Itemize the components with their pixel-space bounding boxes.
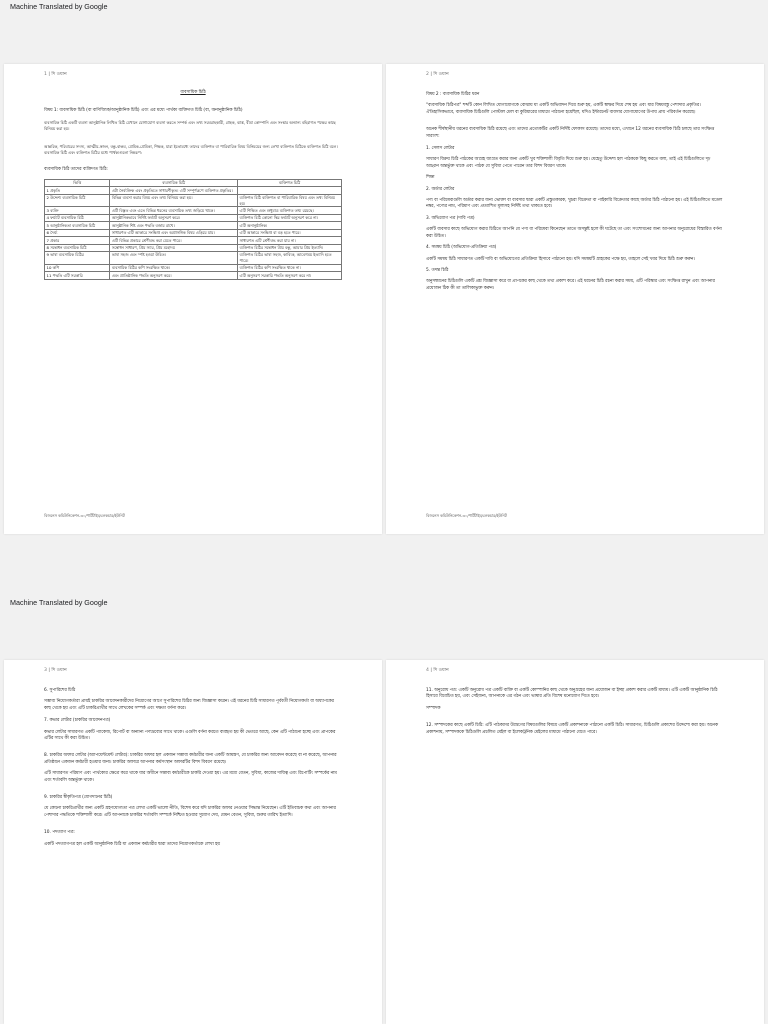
table-cell: এটি বিস্তৃত এবং এতে বিভিন্ন ধরনের ব্যবসায়িক তথ্য জড়িয়ে থাকে। [110, 207, 238, 214]
table-cell: 7 প্রকার [45, 237, 110, 244]
table-cell: সাধারণত এটি শ্রেণীবদ্ধ করা যায় না। [238, 237, 342, 244]
paragraph: সম্ভাব্য নিয়োগকর্তারা প্রায়ই চাকরির আবেদনকারীদের নিয়োগের আগে সুপারিশের চিঠির জন্য জিজ্ঞাসা করেন। এই ধরনের চিঠি সাধারণত পূর্ববর্তী নিয়োগকর্তা বা অধ্যাপকের কাছ থেকে হয় এবং এটি চাকরিপ্রার্থীর সাথে লেখকের সম্পর্ক এবং দক্ষতা বর্ণনা করে। [44, 699, 334, 711]
table-cell: ব্যক্তিগত চিঠি কোনো স্থির ফর্ম্যাট অনুসরণ করে না। [238, 214, 342, 221]
table-cell: এটা নৈর্ব্যক্তিক এবং প্রকৃতিতে সাধারণীকৃত। এটি সম্পূর্ণরূপে ব্যক্তিগত প্রকৃতির। [110, 187, 238, 194]
table-row [45, 244, 342, 251]
section-heading: 7. কভার লেটার (চাকরির আবেদনপত্র) [44, 718, 111, 724]
table-row [45, 251, 342, 264]
table-cell: 1 প্রকৃতি [45, 187, 110, 194]
table-cell [238, 187, 342, 194]
table-cell: এটি অনানুষ্ঠানিক। [238, 222, 342, 229]
translation-banner: Machine Translated by Google [10, 598, 108, 607]
table-cell: ব্যবসায়িক চিঠির কপি সংরক্ষিত থাকে। [110, 264, 238, 271]
translation-banner: Machine Translated by Google [10, 2, 108, 11]
table-cell: 6 দৈর্ঘ্য [45, 229, 110, 236]
table-row [45, 207, 342, 214]
page-number: 4 | দি ওয়ান [426, 668, 449, 673]
table-row [45, 237, 342, 244]
page-footer: বিজনেস কমিউনিকেশন-৩০/পার্টটাইম/লেকচার/ইউনিট [426, 513, 507, 518]
paragraph: একটি পদত্যাগপত্র হল একটি আনুষ্ঠানিক চিঠি যা একজন কর্মচারীর দ্বারা তাদের নিয়োগকর্তাকে লেখা হয় [44, 841, 220, 847]
table-cell: 11 পদ্ধতি এটি সরকারি [45, 272, 110, 279]
section-heading: বিষয় 2 : ব্যবসায়িক চিঠির ধরন [426, 92, 480, 97]
paragraph: "ব্যবসায়িক চিঠিপত্র" শব্দটি কোন লিখিত যোগাযোগকে বোঝায় যা একটি অভিবাদন দিয়ে শুরু হয়, একটি স্বাক্ষর দিয়ে শেষ হয় এবং যার বিষয়বস্তু পেশাদার প্রকৃতির। ঐতিহাসিকভাবে, ব্যবসায়িক চিঠিগুলি পোস্টাল মেল বা কুরিয়ারের মাধ্যমে পাঠানো হয়েছিল, যদিও ইন্টারনেট ব্যবসার যোগাযোগের উপায় প্রায় পরিবর্তন করেছে। [426, 103, 701, 115]
table-cell: 2 উদ্দেশ্য ব্যবসায়িক চিঠি [45, 194, 110, 207]
paragraph: শিক্ষা [426, 175, 435, 181]
table-cell: সাধারণত এটি আকারে সংক্ষিপ্ত এবং অপ্রাসঙ্গিক বিষয় এড়িয়ে যায়। [110, 229, 238, 236]
table-cell: 5 আনুষ্ঠানিকতা ব্যবসায়িক চিঠি [45, 222, 110, 229]
paragraph: অনেক শীর্ষস্থানীয় ধরনের ব্যবসায়িক চিঠি রয়েছে এবং তাদের প্রত্যেকটির একটি নির্দিষ্ট ফোকাস রয়েছে। তাদের মধ্যে, এখানে 12 ধরনের ব্যবসায়িক চিঠি চলছে তার সংক্ষিপ্ত সারাংশ: [426, 127, 715, 139]
paragraph: 12. সম্পাদকের কাছে একটি চিঠি: এটি পাঠকদের উদ্বেগের বিষয়গুলির বিষয়ে একটি প্রকাশনাকে পাঠানো একটি চিঠি। সাধারণত, চিঠিগুলি প্রকাশের উদ্দেশ্যে করা হয়। অনেক প্রকাশনায়, সম্পাদককে চিঠিগুলি প্রচলিত মেইল বা ইলেকট্রনিক মেইলের মাধ্যমে পাঠানো যেতে পারে। [426, 723, 718, 735]
table-row [45, 214, 342, 221]
table-header: ব্যক্তিগত চিঠি [238, 179, 342, 186]
table-cell: ব্যক্তিগত চিঠি ব্যক্তিগত বা পারিবারিক বিষয় এবং তথ্য বিনিময় হয়। [238, 194, 342, 207]
page-title: ব্যবসায়িক চিঠি [180, 90, 206, 95]
paragraph: ব্যবসায়িক চিঠি তাদের ব্যক্তিগত চিঠি: [44, 167, 108, 173]
table-row [45, 187, 342, 194]
table-cell: ব্যক্তিগত চিঠির সম্বোধন প্রিয় বন্ধু, আমার প্রিয় ইত্যাদি। [238, 244, 342, 251]
section-heading: 3. অভিযোগ পত্র (দাবি পত্র) [426, 215, 475, 221]
table-cell: আনুষ্ঠানিক শিষ্ট এবং পদ্ধতি বজায় রাখে। [110, 222, 238, 229]
paragraph: সম্পাদক [426, 705, 441, 711]
table-cell: সম্বোধন সাধারণ, প্রিয় স্যার, প্রিয় মহোদয় [110, 244, 238, 251]
section-heading: 10. পদত্যাগ পত্র: [44, 830, 75, 836]
paragraph: পণ্য বা পরিষেবাগুলি অর্ডার করার জন্য ভোক্তা বা ব্যবসার দ্বারা একটি প্রস্তুতকারক, খুচরা বিক্রেতা বা পাইকারি বিক্রেতার কাছে অর্ডার চিঠি পাঠানো হয়। এই চিঠিগুলিতে মডেল নম্বর, পণ্যের নাম, পরিমাণ এবং প্রত্যাশিত মূল্যসহ নির্দিষ্ট তথ্য থাকতে হবে। [426, 198, 723, 210]
comparison-table [44, 179, 342, 280]
section-heading: 9. চাকরির স্বীকৃতিপত্র (যোগদানের চিঠি) [44, 795, 113, 801]
table-cell: আনুষ্ঠানিকভাবে নির্দিষ্ট ফর্ম্যাট অনুসরণ করে। [110, 214, 238, 221]
table-cell: 3 ব্যক্তি [45, 207, 110, 214]
paragraph: ব্যবসায়িক চিঠি একটি ব্যবসা আনুষ্ঠানিক লিখিত চিঠি যেখানে যোগাযোগ ব্যবসা করতে সম্পর্ক এবং তথ্য সরবরাহকারী, গ্রাহক, ব্যাঙ্ক, বীমা কোম্পানি এবং সংস্থার অন্যান্য বহিরাগত পক্ষের কাছে বিনিময় করা হয়। [44, 119, 336, 132]
page-footer: বিজনেস কমিউনিকেশন-৩০/পার্টটাইম/লেকচার/ইউনিট [44, 513, 125, 518]
document-page-3 [4, 660, 382, 1024]
paragraph: বিষয় 1: ব্যবসায়িক চিঠি (বা বাণিজ্যিক/আনুষ্ঠানিক চিঠি) এবং এর মধ্যে পার্থক্য ব্যক্তিগত চিঠি (বা, অনানুষ্ঠানিক চিঠি) [44, 108, 243, 114]
paragraph: একটি ব্যবসার কাছে অভিযোগ করার চিঠিতে আপনি যে পণ্য বা পরিষেবা কিনেছেন তাতে অসন্তুষ্ট হলে কী ঘটেছে তা এবং সংশোধনের জন্য আপনার অনুরোধের বিস্তারিত বর্ণনা করা উচিত। [426, 227, 722, 239]
table-cell: ভাষা সহজ এবং স্পষ্ট হওয়া উচিত। [110, 251, 238, 264]
table-cell: এটি শিক্ষিত এবং শুধুমাত্র ব্যক্তিগত তথ্য রয়েছে। [238, 207, 342, 214]
paragraph: কভার লেটার সাধারণত একটি প্যাকেজ, রিপোর্ট বা অন্যান্য পণ্যদ্রব্যের সাথে থাকে। এগুলি বর্ণনা করতে ব্যবহৃত হয় কী ভেতরে আছে, কেন এটি পাঠানো হচ্ছে এবং প্রাপকের এটির সাথে কী করা উচিত। [44, 729, 336, 742]
table-cell: এটি অনুসরণ সরকারি পদ্ধতি অনুসরণ করে না। [238, 272, 342, 279]
document-page-4 [386, 660, 764, 1024]
table-cell: এটি আকারে সংক্ষিপ্ত বা বড় হতে পারে। [238, 229, 342, 236]
section-heading: 5. তদন্ত চিঠি [426, 267, 449, 273]
paragraph: আন্তরিক, পরিবারের সদস্য, আত্মীয়-স্বজন, বন্ধু-বান্ধব, প্রেমিক-প্রেমিকা, শিক্ষক, যারা ইতোমধ্যে তাদের ব্যক্তিগত বা পারিবারিক বিষয় বিনিময়ের জন্য লেখা ব্যক্তিগত চিঠিকে ব্যক্তিগত চিঠি বলে। ব্যবসায়িক চিঠি এবং ব্যক্তিগত চিঠির মধ্যে পার্থক্যগুলো নিম্নরূপ: [44, 143, 338, 156]
table-cell: ব্যক্তিগত চিঠির কপি সংরক্ষিত থাকে না। [238, 264, 342, 271]
table-cell: 10 কপি [45, 264, 110, 271]
table-cell: এটি বিভিন্ন প্রকারে শ্রেণীবদ্ধ করা যেতে পারে। [110, 237, 238, 244]
section-heading: 6. সুপারিশের চিঠি [44, 688, 76, 693]
table-cell: এবং প্রাতিষ্ঠানিক পদ্ধতি অনুসরণ করে। [110, 272, 238, 279]
paragraph: এটি সাধারণত পরিমাণ এবং পার্থক্যের ক্ষেত্রে করে থাকে যার অধীনে সম্ভাব্য কর্মচারীকে চাকরি দেওয়া হয়। এর মধ্যে বেতন, সুবিধা, কাজের দায়িত্ব এবং রিপোর্টিং সম্পর্কের নাম এবং শর্তাবলি অন্তর্ভুক্ত থাকে। [44, 771, 337, 783]
paragraph: 8. চাকরির অফার লেটার (অ্যাপয়েন্টমেন্ট লেটার): চাকরির অফার হল একজন সম্ভাব্য কর্মচারীর জন্য একটি আমন্ত্রণ, যে চাকরির জন্য আবেদন করেছে বা না করেছে, আপনার প্রতিষ্ঠানে একজন কর্মচারী হওয়ার জন্য। চাকরির অফারে আপনার কর্মসংস্থান অফারটির বিশদ বিবরণ রয়েছে। [44, 753, 337, 765]
table-cell: বিভিন্ন ব্যবসা করার বিষয় এবং তথ্য বিনিময় করা হয়। [110, 194, 238, 207]
table-row [45, 222, 342, 229]
table-header-row [45, 179, 342, 186]
table-row [45, 229, 342, 236]
section-heading: 1. সেলস লেটার [426, 146, 455, 152]
document-page-1 [4, 64, 382, 534]
paragraph: একটি সমন্বয় চিঠি সাধারণত একটি দাবি বা অভিযোগের প্রতিক্রিয়া হিসাবে পাঠানো হয়। যদি সমন্বয়টি গ্রাহকের পক্ষে হয়, তাহলে সেই খবর দিয়ে চিঠি শুরু করুন। [426, 256, 695, 262]
section-heading: 4. সমন্বয় চিঠি (অভিযোগ-প্রতিক্রিয়া পত্র) [426, 245, 497, 251]
paragraph: 11. অনুরোধ পত্র: একটি অনুরোধ পত্র একটি ব্যক্তি বা একটি কোম্পানির কাছ থেকে অনুগ্রহের জন্য প্রয়োজন বা ইচ্ছা প্রকাশ করার একটি মাধ্যম। এটি একটি আনুষ্ঠানিক চিঠি হিসাবে বিবেচিত হয়, এবং সেইজন্য, আপনাকে এর গঠন এবং ভাষার প্রতি বিশেষ মনোযোগ দিতে হবে। [426, 688, 718, 700]
table-cell: 8 সম্বোধন ব্যবসায়িক চিঠি [45, 244, 110, 251]
page-number: 3 | দি ওয়ান [44, 668, 67, 673]
table-row [45, 272, 342, 279]
paragraph: যে কোনো চাকরিপ্রার্থীর জন্য একটি গ্রহণযোগ্যতা পত্র লেখা একটি ভালো নীতি, বিশেষ করে যদি চাকরির অফার নেওয়ার সিদ্ধান্ত নিয়েছেন। এটি ইতিবাচক কথা এবং আপনার পেশাদার পদ্ধতিকে শক্তিশালী করে। এটি আপনাকে চাকরির শর্তাবলি সম্পর্কে নিশ্চিত হওয়ার সুযোগ দেয়, যেমন বেতন, সুবিধা, শুরুর তারিখ ইত্যাদি। [44, 806, 336, 818]
page-number: 1 | দি ওয়ান [44, 72, 67, 77]
document-page-2 [386, 64, 764, 534]
table-row [45, 194, 342, 207]
paragraph: অনুসন্ধানের চিঠিগুলি একটি প্রশ্ন জিজ্ঞাসা করে বা প্রাপকের কাছ থেকে তথ্য প্রকাশ করে। এই ধরনের চিঠি রচনা করার সময়, এটি পরিষ্কার এবং সংক্ষিপ্ত রাখুন এবং আপনার প্রয়োজন ঠিক কী তা তালিকাভুক্ত করুন। [426, 279, 715, 291]
table-header: ভিত্তি [45, 179, 110, 186]
table-cell: 9 ভাষা ব্যবসায়িক চিঠির [45, 251, 110, 264]
table-cell: 4 ফর্ম্যাট ব্যবসায়িক চিঠি [45, 214, 110, 221]
table-header: ব্যবসায়িক চিঠি [110, 179, 238, 186]
section-heading: 2. অর্ডার লেটার [426, 186, 455, 192]
page-number: 2 | দি ওয়ান [426, 72, 449, 77]
table-cell: ব্যক্তিগত চিঠির ভাষা সহজ, কাব্যিক, আবেগময় ইত্যাদি হতে পারে। [238, 251, 342, 264]
table-row [45, 264, 342, 271]
paragraph: সাধারণ বিক্রয় চিঠি পাঠকের আগ্রহ জাগ্রত করার জন্য একটি খুব শক্তিশালী বিবৃতি দিয়ে শুরু হয়। যেহেতু উদ্দেশ্য হল পাঠককে কিছু করতে বলা, তাই এই চিঠিগুলিতে দৃঢ় আহ্বান অন্তর্ভুক্ত থাকে এবং পাঠক যে সুবিধা পেতে পারেন তার বিশদ বিবরণ থাকে। [426, 157, 711, 169]
